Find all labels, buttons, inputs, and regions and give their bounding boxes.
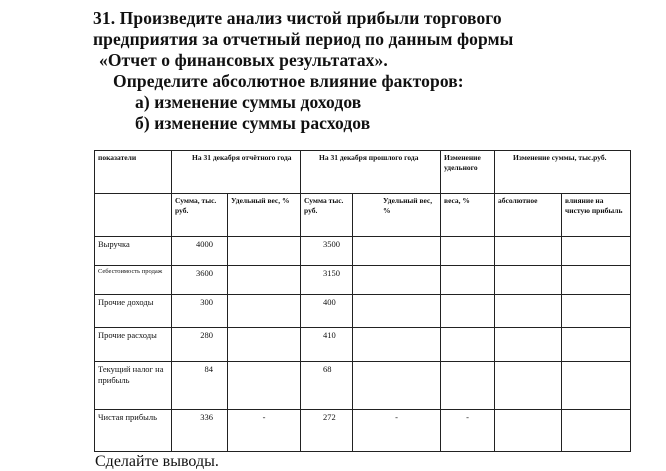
header-sum-change: Изменение суммы, тыс.руб. <box>495 151 631 194</box>
table-row <box>95 265 631 294</box>
heading-line-1: 31. Произведите анализ чистой прибыли торгового <box>93 8 502 28</box>
current-value: 3600 <box>172 265 228 294</box>
heading-line-3: «Отчет о финансовых результатах». <box>99 50 388 70</box>
influence-value <box>562 409 631 451</box>
share-change <box>441 265 495 294</box>
influence-value <box>562 236 631 265</box>
current-value: 4000 <box>172 236 228 265</box>
absolute-change <box>495 409 562 451</box>
header-share-change: Изменение удельного <box>441 151 495 194</box>
header-previous-sum: Сумма тыс. руб. <box>301 194 353 236</box>
header-indicators: показатели <box>95 151 172 194</box>
header-absolute: абсолютное <box>495 194 562 236</box>
current-share <box>228 236 301 265</box>
task-heading <box>93 8 653 134</box>
share-change <box>441 236 495 265</box>
previous-value: 272 <box>301 409 353 451</box>
previous-share <box>353 362 441 409</box>
row-label: Выручка <box>95 236 172 265</box>
header-empty-cell <box>95 194 172 236</box>
header-influence: влияние на чистую прибыль <box>562 194 631 236</box>
row-label: Текущий налог на прибыль <box>95 362 172 409</box>
current-value: 280 <box>172 328 228 362</box>
share-change <box>441 294 495 327</box>
row-label: Чистая прибыль <box>95 409 172 451</box>
previous-share <box>353 328 441 362</box>
table-row <box>95 236 631 265</box>
current-value: 300 <box>172 294 228 327</box>
financial-results-table <box>94 150 631 452</box>
current-value: 336 <box>172 409 228 451</box>
influence-value <box>562 362 631 409</box>
previous-share: - <box>353 409 441 451</box>
header-current-sum: Сумма, тыс. руб. <box>172 194 228 236</box>
heading-line-4: Определите абсолютное влияние факторов: <box>113 71 464 91</box>
absolute-change <box>495 328 562 362</box>
table-row <box>95 362 631 409</box>
table-row <box>95 409 631 451</box>
previous-value: 400 <box>301 294 353 327</box>
heading-line-6: б) изменение суммы расходов <box>135 113 371 133</box>
row-label: Прочие доходы <box>95 294 172 327</box>
influence-value <box>562 328 631 362</box>
header-previous-year: На 31 декабря прошлого года <box>301 151 441 194</box>
absolute-change <box>495 265 562 294</box>
share-change <box>441 328 495 362</box>
header-row-1 <box>95 151 631 194</box>
previous-value: 410 <box>301 328 353 362</box>
current-share <box>228 362 301 409</box>
header-row-2 <box>95 194 631 236</box>
header-current-share: Удельный вес, % <box>228 194 301 236</box>
share-change <box>441 362 495 409</box>
heading-line-5: а) изменение суммы доходов <box>135 92 362 112</box>
previous-value: 3500 <box>301 236 353 265</box>
previous-share <box>353 294 441 327</box>
influence-value <box>562 294 631 327</box>
table-row <box>95 328 631 362</box>
heading-line-2: предприятия за отчетный период по данным формы <box>93 29 514 49</box>
current-share <box>228 328 301 362</box>
current-share <box>228 294 301 327</box>
absolute-change <box>495 294 562 327</box>
previous-value: 3150 <box>301 265 353 294</box>
row-label: Прочие расходы <box>95 328 172 362</box>
current-share <box>228 265 301 294</box>
header-current-year: На 31 декабря отчётного года <box>172 151 301 194</box>
previous-share <box>353 236 441 265</box>
previous-share <box>353 265 441 294</box>
absolute-change <box>495 236 562 265</box>
influence-value <box>562 265 631 294</box>
absolute-change <box>495 362 562 409</box>
row-label: Себестоимость продаж <box>95 265 172 294</box>
header-share-change-pct: веса, % <box>441 194 495 236</box>
current-share: - <box>228 409 301 451</box>
previous-value: 68 <box>301 362 353 409</box>
table-row <box>95 294 631 327</box>
header-previous-share: Удельный вес, % <box>353 194 441 236</box>
share-change: - <box>441 409 495 451</box>
conclusion-text: Сделайте выводы. <box>95 453 219 470</box>
current-value: 84 <box>172 362 228 409</box>
